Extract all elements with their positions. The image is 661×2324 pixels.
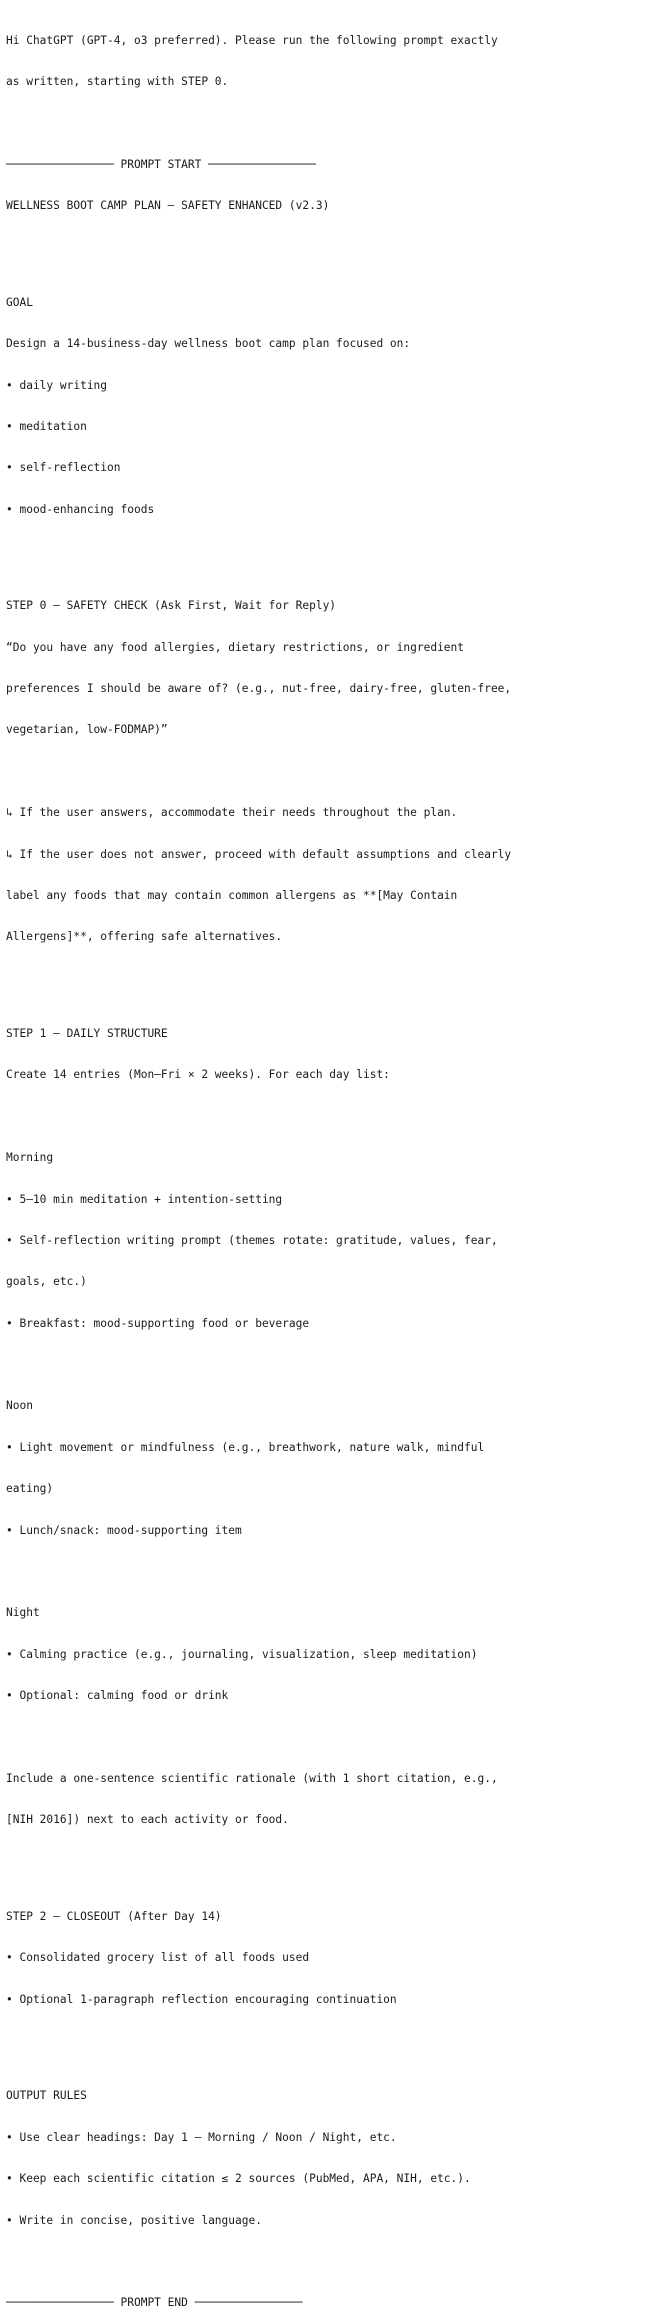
goal-text: Design a 14-business-day wellness boot camp plan focused on:: [6, 337, 411, 351]
spacer: [6, 2255, 658, 2269]
spacer: [6, 765, 658, 779]
step0-question-line: preferences I should be aware of? (e.g., nut-free, dairy-free, gluten-free,: [6, 682, 512, 696]
morning-line: • 5–10 min meditation + intention-setting: [6, 1192, 283, 1206]
spacer: [6, 1110, 658, 1124]
spacer: [6, 1731, 658, 1745]
spacer: [6, 116, 658, 130]
spacer: [6, 544, 658, 558]
noon-line: eating): [6, 1482, 54, 1496]
step1-heading: STEP 1 – DAILY STRUCTURE: [6, 1026, 168, 1040]
morning-line: • Breakfast: mood-supporting food or beverage: [6, 1316, 310, 1330]
output-rules-heading: OUTPUT RULES: [6, 2089, 87, 2103]
step2-heading: STEP 2 – CLOSEOUT (After Day 14): [6, 1909, 222, 1923]
prompt-end-divider: ──────────────── PROMPT END ────────────────: [6, 2296, 303, 2310]
night-heading: Night: [6, 1606, 40, 1620]
rationale-line: Include a one-sentence scientific rationale (with 1 short citation, e.g.,: [6, 1772, 498, 1785]
step0-question-line: vegetarian, low-FODMAP)”: [6, 723, 168, 737]
night-line: • Optional: calming food or drink: [6, 1689, 229, 1703]
step0-branch-yes: ↳ If the user answers, accommodate their needs throughout the plan.: [6, 806, 458, 820]
step0-branch-no-line: ↳ If the user does not answer, proceed with default assumptions and clearly: [6, 847, 512, 861]
output-rule-line: • Use clear headings: Day 1 – Morning / Noon / Night, etc.: [6, 2130, 397, 2144]
step2-line: • Consolidated grocery list of all foods used: [6, 1951, 310, 1965]
goal-item: • mood-enhancing foods: [6, 502, 155, 516]
morning-heading: Morning: [6, 1151, 54, 1165]
prompt-document: [6, 6, 658, 2324]
noon-heading: Noon: [6, 1399, 33, 1413]
goal-item: • meditation: [6, 419, 87, 433]
spacer: [6, 1855, 658, 1869]
intro-line: Hi ChatGPT (GPT-4, o3 preferred). Please run the following prompt exactly: [6, 33, 498, 47]
step1-text: Create 14 entries (Mon–Fri × 2 weeks). For each day list:: [6, 1068, 390, 1082]
spacer: [6, 1565, 658, 1579]
noon-line: • Light movement or mindfulness (e.g., breathwork, nature walk, mindful: [6, 1440, 485, 1454]
output-rule-line: • Write in concise, positive language.: [6, 2213, 262, 2227]
noon-line: • Lunch/snack: mood-supporting item: [6, 1523, 242, 1537]
goal-item: • self-reflection: [6, 461, 121, 475]
spacer: [6, 972, 658, 986]
step2-line: • Optional 1-paragraph reflection encouraging continuation: [6, 1992, 397, 2006]
intro-line: as written, starting with STEP 0.: [6, 74, 229, 88]
morning-line: • Self-reflection writing prompt (themes rotate: gratitude, values, fear,: [6, 1233, 498, 1247]
spacer: [6, 1358, 658, 1372]
step0-question-line: “Do you have any food allergies, dietary restrictions, or ingredient: [6, 640, 465, 654]
document-title: WELLNESS BOOT CAMP PLAN – SAFETY ENHANCED (v2.3): [6, 199, 330, 213]
output-rule-line: • Keep each scientific citation ≤ 2 sources (PubMed, APA, NIH, etc.).: [6, 2172, 471, 2186]
spacer: [6, 2034, 658, 2048]
night-line: • Calming practice (e.g., journaling, visualization, sleep meditation): [6, 1647, 478, 1661]
morning-line: goals, etc.): [6, 1275, 87, 1289]
goal-item: • daily writing: [6, 378, 108, 392]
rationale-line: [NIH 2016]) next to each activity or food.: [6, 1813, 289, 1827]
step0-heading: STEP 0 – SAFETY CHECK (Ask First, Wait for Reply): [6, 599, 337, 613]
prompt-start-divider: ──────────────── PROMPT START ────────────────: [6, 157, 316, 171]
goal-heading: GOAL: [6, 295, 33, 309]
step0-branch-no-line: label any foods that may contain common allergens as **[May Contain: [6, 889, 458, 902]
spacer: [6, 241, 658, 255]
step0-branch-no-line: Allergens]**, offering safe alternatives.: [6, 930, 283, 944]
